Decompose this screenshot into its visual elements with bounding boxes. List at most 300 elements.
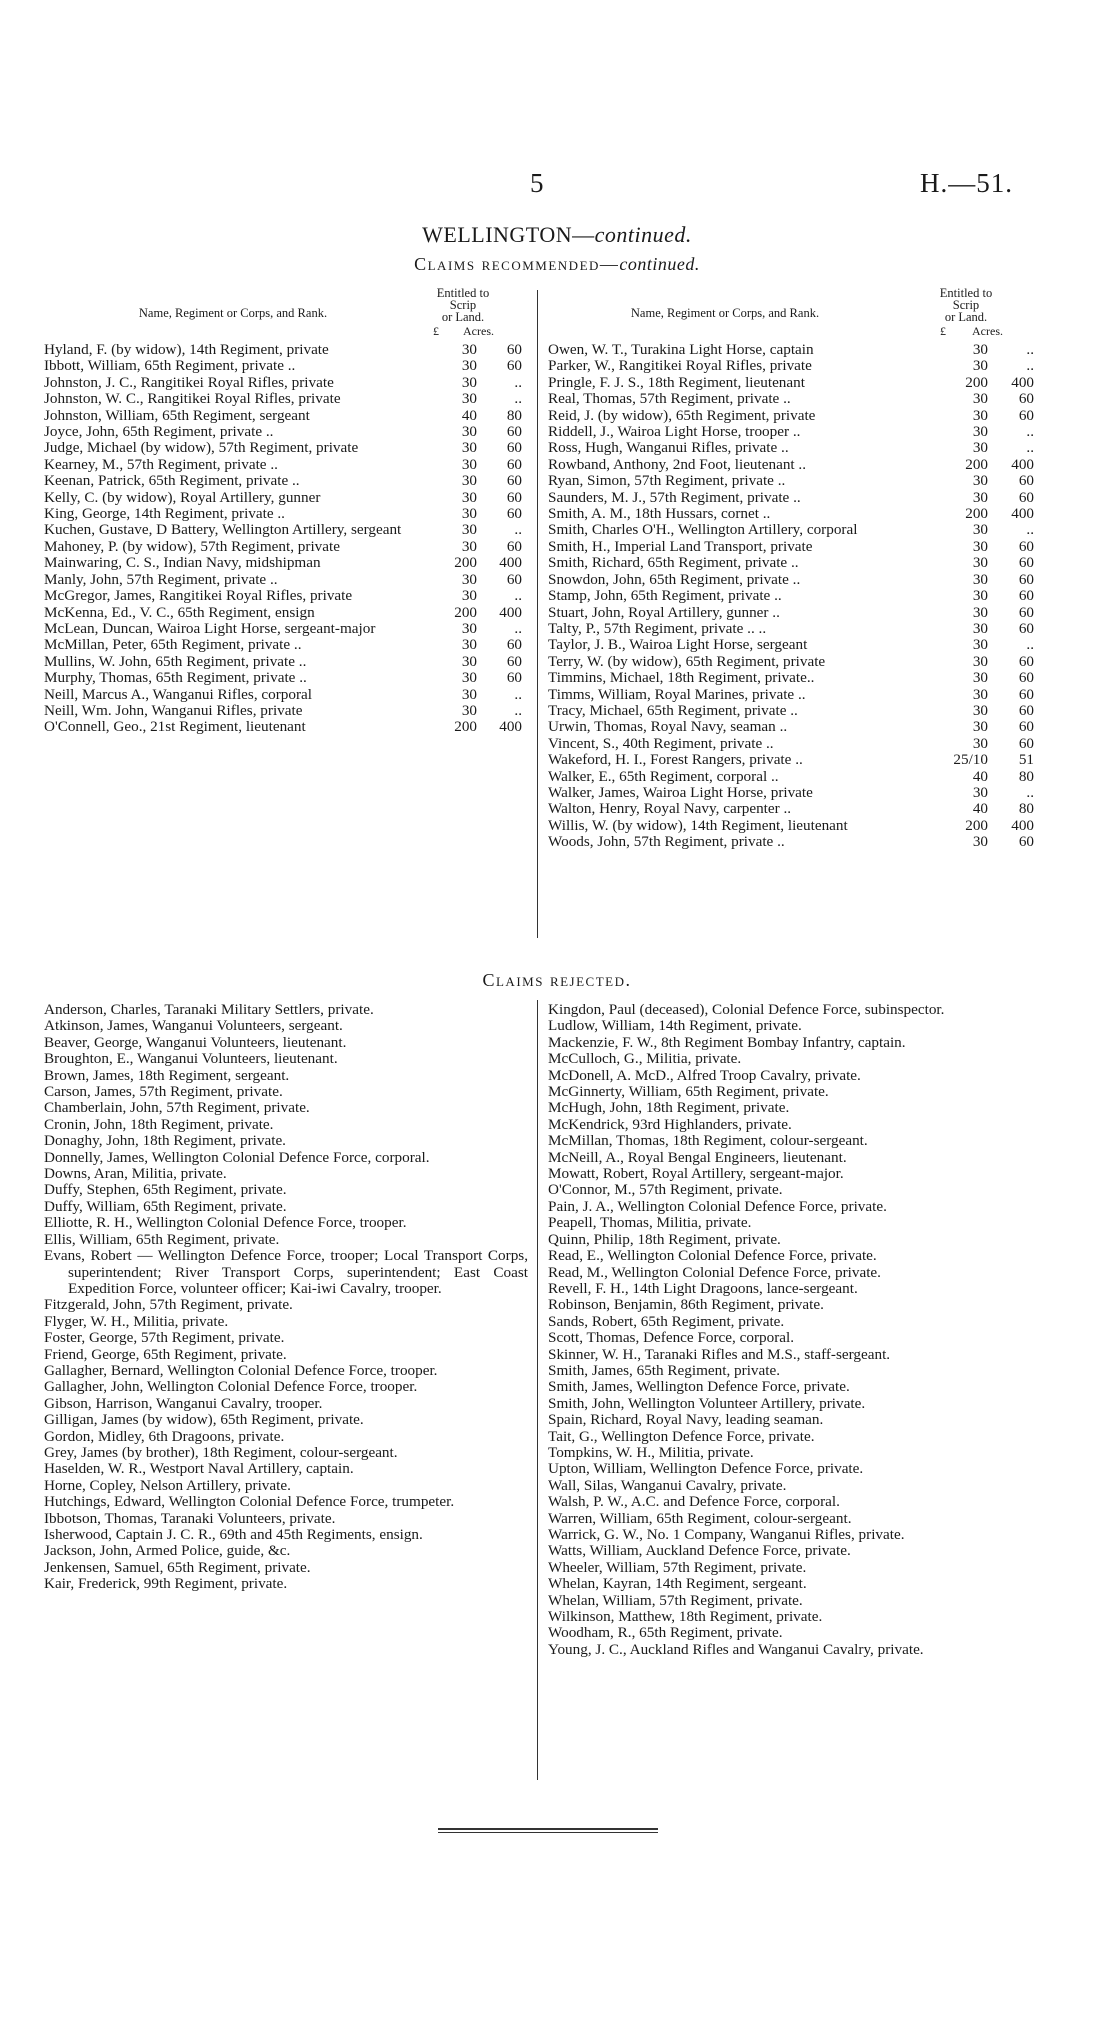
claim-scrip: 25/10	[953, 751, 988, 769]
rejected-claim-item: Tait, G., Wellington Defence Force, private.	[548, 1427, 815, 1445]
claim-acres: ..	[1026, 521, 1034, 539]
claim-name: Rowband, Anthony, 2nd Foot, lieutenant ..	[548, 455, 807, 473]
rejected-column-divider	[537, 1000, 538, 1780]
claim-name: Walker, James, Wairoa Light Horse, private	[548, 783, 813, 801]
claim-name: Timms, William, Royal Marines, private ..	[548, 685, 806, 703]
rejected-claim-item: Mackenzie, F. W., 8th Regiment Bombay Infantry, captain.	[548, 1033, 906, 1051]
claim-scrip: 30	[461, 455, 477, 473]
claim-name: Smith, Charles O'H., Wellington Artillery, corporal	[548, 521, 858, 539]
claim-acres: 60	[1018, 488, 1034, 506]
rejected-claim-item: Chamberlain, John, 57th Regiment, private.	[44, 1099, 310, 1117]
claim-row	[44, 539, 522, 555]
claim-scrip: 30	[461, 669, 477, 687]
rejected-claim-item: Friend, George, 65th Regiment, private.	[44, 1345, 287, 1363]
claim-acres: 400	[1011, 373, 1034, 391]
claim-acres: ..	[1026, 439, 1034, 457]
section-subtitle	[0, 254, 1114, 275]
left-entitled-header	[418, 287, 508, 323]
claim-name: Reid, J. (by widow), 65th Regiment, private	[548, 406, 816, 424]
claim-name: Terry, W. (by widow), 65th Regiment, private	[548, 652, 826, 670]
rejected-claims-left-column	[44, 1002, 528, 1593]
rejected-claim-item: Tompkins, W. H., Militia, private.	[548, 1443, 754, 1461]
rejected-claim-item: Scott, Thomas, Defence Force, corporal.	[548, 1329, 795, 1347]
claim-acres: 60	[1018, 406, 1034, 424]
claim-name: Walton, Henry, Royal Navy, carpenter ..	[548, 800, 792, 818]
claim-name: King, George, 14th Regiment, private ..	[44, 505, 285, 523]
claim-scrip: 30	[972, 652, 988, 670]
claim-acres: 60	[506, 652, 522, 670]
section-title-main: WELLINGTON—	[422, 222, 595, 247]
claim-row	[44, 654, 522, 670]
claim-row	[548, 670, 1034, 686]
claim-name: Parker, W., Rangitikei Royal Rifles, private	[548, 357, 812, 375]
rejected-claim-item: McGinnerty, William, 65th Regiment, private.	[548, 1083, 829, 1101]
claim-acres: 60	[1018, 472, 1034, 490]
claim-scrip: 30	[461, 341, 477, 358]
rejected-claim-item: McKendrick, 93rd Highlanders, private.	[548, 1115, 792, 1133]
rejected-claim-item: Donaghy, John, 18th Regiment, private.	[44, 1132, 286, 1150]
claim-scrip: 30	[461, 636, 477, 654]
claim-name: McLean, Duncan, Wairoa Light Horse, sergeant-major	[44, 619, 376, 637]
footer-rule-thin	[438, 1832, 658, 1833]
rejected-claim-item: McCulloch, G., Militia, private.	[548, 1050, 742, 1068]
claim-row	[548, 588, 1034, 604]
claim-row	[44, 457, 522, 473]
claim-name: Hyland, F. (by widow), 14th Regiment, private	[44, 341, 329, 358]
claim-acres: 400	[1011, 455, 1034, 473]
claim-acres: 60	[506, 341, 522, 358]
claim-acres: ..	[514, 619, 522, 637]
claim-scrip: 30	[461, 701, 477, 719]
claim-row	[44, 703, 522, 719]
rejected-claim-item: McHugh, John, 18th Regiment, private.	[548, 1099, 790, 1117]
rejected-claim-item: Warrick, G. W., No. 1 Company, Wanganui Rifles, private.	[548, 1526, 905, 1543]
claim-name: Timmins, Michael, 18th Regiment, private..	[548, 669, 815, 687]
claim-scrip: 30	[972, 734, 988, 752]
rejected-claim-item: Ludlow, William, 14th Regiment, private.	[548, 1017, 802, 1035]
claim-name: Saunders, M. J., 57th Regiment, private ..	[548, 488, 801, 506]
rejected-claim-item: Read, M., Wellington Colonial Defence Force, private.	[548, 1263, 881, 1281]
claim-acres: 60	[1018, 669, 1034, 687]
claim-name: McKenna, Ed., V. C., 65th Regiment, ensign	[44, 603, 315, 621]
rejected-claim-item: Kair, Frederick, 99th Regiment, private.	[44, 1575, 288, 1593]
claim-name: Smith, Richard, 65th Regiment, private ..	[548, 554, 799, 572]
claim-name: Ryan, Simon, 57th Regiment, private ..	[548, 472, 786, 490]
right-unit-scrip: £	[940, 324, 946, 338]
claim-row	[44, 621, 522, 637]
rejected-claim-item: Wheeler, William, 57th Regiment, private.	[548, 1558, 807, 1576]
claim-name: Johnston, William, 65th Regiment, sergeant	[44, 406, 310, 424]
claim-scrip: 30	[972, 472, 988, 490]
rejected-claim-item: Jenkensen, Samuel, 65th Regiment, private.	[44, 1558, 311, 1576]
claim-acres: 60	[1018, 537, 1034, 555]
claim-scrip: 30	[461, 505, 477, 523]
recommended-claims-left-column	[44, 342, 522, 736]
claim-name: Wakeford, H. I., Forest Rangers, private ..	[548, 751, 803, 769]
claim-row	[548, 769, 1034, 785]
claim-name: Smith, H., Imperial Land Transport, private	[548, 537, 813, 555]
claim-row	[548, 572, 1034, 588]
claim-scrip: 30	[461, 488, 477, 506]
claim-acres: 60	[506, 423, 522, 441]
claim-row	[548, 605, 1034, 621]
claim-acres: ..	[1026, 783, 1034, 801]
claim-row	[44, 588, 522, 604]
claim-row	[548, 473, 1034, 489]
claim-acres: 60	[1018, 390, 1034, 408]
rejected-claim-item: McMillan, Thomas, 18th Regiment, colour-sergeant.	[548, 1132, 868, 1150]
claim-row	[44, 522, 522, 538]
claim-scrip: 30	[461, 685, 477, 703]
rejected-claim-item: Foster, George, 57th Regiment, private.	[44, 1329, 285, 1347]
claim-name: Mainwaring, C. S., Indian Navy, midshipman	[44, 554, 321, 572]
claim-row	[548, 375, 1034, 391]
claim-scrip: 30	[972, 554, 988, 572]
claim-row	[44, 408, 522, 424]
claim-name: Walker, E., 65th Regiment, corporal ..	[548, 767, 779, 785]
claim-name: Smith, A. M., 18th Hussars, cornet ..	[548, 505, 771, 523]
claim-name: Pringle, F. J. S., 18th Regiment, lieutenant	[548, 373, 805, 391]
claim-scrip: 30	[972, 783, 988, 801]
claim-acres: ..	[514, 685, 522, 703]
rejected-claim-item: Fitzgerald, John, 57th Regiment, private.	[44, 1296, 293, 1314]
column-divider	[537, 290, 538, 938]
rejected-claim-item: Atkinson, James, Wanganui Volunteers, sergeant.	[44, 1017, 343, 1035]
rejected-claim-item: Pain, J. A., Wellington Colonial Defence Force, private.	[548, 1197, 887, 1215]
claim-acres: 60	[506, 505, 522, 523]
rejected-claim-item: Jackson, John, Armed Police, guide, &c.	[44, 1542, 291, 1560]
claim-acres: 60	[1018, 833, 1034, 851]
claim-row	[44, 687, 522, 703]
right-entitled-line1: Entitled to	[939, 286, 993, 300]
claim-acres: ..	[1026, 341, 1034, 358]
claim-scrip: 30	[972, 685, 988, 703]
claim-acres: ..	[514, 587, 522, 605]
claim-name: Judge, Michael (by widow), 57th Regiment, private	[44, 439, 359, 457]
rejected-claim-item: Ellis, William, 65th Regiment, private.	[44, 1230, 280, 1248]
claim-acres: ..	[1026, 357, 1034, 375]
claim-name: Snowdon, John, 65th Regiment, private ..	[548, 570, 801, 588]
claim-scrip: 30	[461, 652, 477, 670]
left-entitled-line3: or Land.	[441, 310, 485, 324]
rejected-claim-item: Smith, James, 65th Regiment, private.	[548, 1361, 781, 1379]
claim-row	[44, 424, 522, 440]
rejected-claim-item: Gordon, Midley, 6th Dragoons, private.	[44, 1427, 285, 1445]
claim-row	[548, 490, 1034, 506]
claim-acres: 60	[506, 488, 522, 506]
rejected-claim-item: Wall, Silas, Wanganui Cavalry, private.	[548, 1476, 787, 1494]
claim-scrip: 30	[461, 587, 477, 605]
section-subtitle-main: Claims recommended—	[414, 254, 620, 274]
claim-name: Kuchen, Gustave, D Battery, Wellington Artillery, sergeant	[44, 521, 402, 539]
section-subtitle-continued: continued.	[619, 254, 700, 274]
claim-scrip: 200	[965, 373, 988, 391]
rejected-claim-item: McNeill, A., Royal Bengal Engineers, lieutenant.	[548, 1148, 847, 1166]
rejected-claim-item: Wilkinson, Matthew, 18th Regiment, private.	[548, 1608, 823, 1626]
left-entitled-line2: Scrip	[449, 298, 477, 312]
claim-name: Neill, Marcus A., Wanganui Rifles, corporal	[44, 685, 313, 703]
claim-acres: 60	[1018, 603, 1034, 621]
claim-acres: 60	[506, 537, 522, 555]
rejected-claim-item: Evans, Robert — Wellington Defence Force, trooper; Local Transport Corps, superintendent; River Transport Corps, superintendent; East Coast Expedition Force, volunteer officer; Kai-iwi Cavalry, trooper.	[44, 1247, 528, 1297]
claim-name: Murphy, Thomas, 65th Regiment, private ..	[44, 669, 307, 687]
rejected-claim-item: Smith, John, Wellington Volunteer Artillery, private.	[548, 1394, 866, 1412]
claim-name: Willis, W. (by widow), 14th Regiment, lieutenant	[548, 816, 848, 834]
claim-acres: ..	[1026, 636, 1034, 654]
claim-row	[548, 440, 1034, 456]
claim-name: Joyce, John, 65th Regiment, private ..	[44, 423, 274, 441]
claim-scrip: 30	[972, 570, 988, 588]
claim-name: Owen, W. T., Turakina Light Horse, captain	[548, 341, 814, 358]
claim-scrip: 30	[972, 390, 988, 408]
claim-row	[548, 736, 1034, 752]
page-number: 5	[530, 168, 544, 198]
rejected-claim-item: Woodham, R., 65th Regiment, private.	[548, 1624, 783, 1642]
rejected-claim-item: Peapell, Thomas, Militia, private.	[548, 1214, 752, 1232]
claim-row	[548, 555, 1034, 571]
rejected-claim-item: Anderson, Charles, Taranaki Military Settlers, private.	[44, 1001, 374, 1018]
claim-scrip: 30	[972, 439, 988, 457]
rejected-claim-item: Haselden, W. R., Westport Naval Artillery, captain.	[44, 1460, 354, 1478]
claim-name: Keenan, Patrick, 65th Regiment, private ..	[44, 472, 300, 490]
rejected-claim-item: Hutchings, Edward, Wellington Colonial Defence Force, trumpeter.	[44, 1493, 455, 1511]
claim-name: Riddell, J., Wairoa Light Horse, trooper ..	[548, 423, 801, 441]
claim-scrip: 30	[461, 439, 477, 457]
claim-row	[44, 473, 522, 489]
claim-row	[44, 637, 522, 653]
claim-row	[548, 342, 1034, 358]
rejected-claim-item: Cronin, John, 18th Regiment, private.	[44, 1115, 274, 1133]
claim-scrip: 30	[461, 570, 477, 588]
claim-acres: 60	[1018, 718, 1034, 736]
left-name-column-header: Name, Regiment or Corps, and Rank.	[138, 306, 328, 320]
claim-scrip: 30	[461, 537, 477, 555]
claim-name: Manly, John, 57th Regiment, private ..	[44, 570, 278, 588]
claim-scrip: 200	[965, 816, 988, 834]
claim-row	[44, 342, 522, 358]
claim-acres: 60	[1018, 619, 1034, 637]
claim-name: Kelly, C. (by widow), Royal Artillery, gunner	[44, 488, 321, 506]
claim-acres: 51	[1018, 751, 1034, 769]
claim-scrip: 30	[972, 587, 988, 605]
claim-name: Stuart, John, Royal Artillery, gunner ..	[548, 603, 780, 621]
rejected-claims-right-column	[548, 1002, 1034, 1658]
claim-row	[44, 572, 522, 588]
claim-name: Vincent, S., 40th Regiment, private ..	[548, 734, 774, 752]
right-name-column-header: Name, Regiment or Corps, and Rank.	[630, 306, 820, 320]
claim-name: Stamp, John, 65th Regiment, private ..	[548, 587, 782, 605]
claim-acres: ..	[514, 390, 522, 408]
claim-row	[548, 719, 1034, 735]
claim-row	[548, 408, 1034, 424]
rejected-claim-item: Robinson, Benjamin, 86th Regiment, private.	[548, 1296, 824, 1314]
claim-scrip: 30	[461, 472, 477, 490]
rejected-claim-item: Gilligan, James (by widow), 65th Regiment, private.	[44, 1411, 364, 1429]
claim-acres: 60	[506, 472, 522, 490]
claim-row	[548, 703, 1034, 719]
claim-name: Woods, John, 57th Regiment, private ..	[548, 833, 785, 851]
rejected-claim-item: Upton, William, Wellington Defence Force, private.	[548, 1460, 864, 1478]
claim-name: McGregor, James, Rangitikei Royal Rifles, private	[44, 587, 353, 605]
claim-acres: 60	[1018, 734, 1034, 752]
claim-row	[548, 752, 1034, 768]
claim-row	[548, 818, 1034, 834]
claim-acres: 60	[1018, 652, 1034, 670]
rejected-claim-item: Smith, James, Wellington Defence Force, private.	[548, 1378, 850, 1396]
claim-row	[548, 391, 1034, 407]
claim-name: Ross, Hugh, Wanganui Rifles, private ..	[548, 439, 789, 457]
claim-acres: 60	[506, 439, 522, 457]
claim-acres: 60	[1018, 570, 1034, 588]
claim-acres: ..	[514, 373, 522, 391]
claim-row	[548, 687, 1034, 703]
claim-scrip: 30	[972, 341, 988, 358]
claim-name: Ibbott, William, 65th Regiment, private ..	[44, 357, 296, 375]
claim-scrip: 30	[972, 488, 988, 506]
claim-name: Urwin, Thomas, Royal Navy, seaman ..	[548, 718, 788, 736]
rejected-claim-item: Whelan, Kayran, 14th Regiment, sergeant.	[548, 1575, 807, 1593]
claim-acres: 80	[1018, 767, 1034, 785]
claim-scrip: 30	[461, 619, 477, 637]
claim-name: Johnston, J. C., Rangitikei Royal Rifles, private	[44, 373, 334, 391]
claim-scrip: 30	[972, 406, 988, 424]
claim-scrip: 30	[972, 423, 988, 441]
claim-row	[548, 785, 1034, 801]
claim-acres: 60	[1018, 554, 1034, 572]
claim-name: Tracy, Michael, 65th Regiment, private ..	[548, 701, 798, 719]
claim-acres: 60	[506, 357, 522, 375]
claim-name: McMillan, Peter, 65th Regiment, private ..	[44, 636, 302, 654]
claim-scrip: 30	[972, 833, 988, 851]
claim-row	[548, 637, 1034, 653]
claim-acres: 60	[1018, 685, 1034, 703]
claim-name: Real, Thomas, 57th Regiment, private ..	[548, 390, 791, 408]
claim-row	[548, 654, 1034, 670]
rejected-claims-title: Claims rejected.	[482, 970, 632, 990]
claim-row	[548, 621, 1034, 637]
claim-acres: 80	[506, 406, 522, 424]
recommended-claims-right-column	[548, 342, 1034, 851]
claim-acres: 60	[506, 455, 522, 473]
claim-row	[44, 375, 522, 391]
rejected-claim-item: Grey, James (by brother), 18th Regiment, colour-sergeant.	[44, 1443, 398, 1461]
rejected-claim-item: Revell, F. H., 14th Light Dragoons, lance-sergeant.	[548, 1279, 858, 1297]
rejected-claim-item: Donnelly, James, Wellington Colonial Defence Force, corporal.	[44, 1148, 430, 1166]
claim-row	[44, 440, 522, 456]
claim-scrip: 30	[972, 357, 988, 375]
claim-scrip: 200	[454, 554, 477, 572]
claim-acres: ..	[514, 521, 522, 539]
right-entitled-line2: Scrip	[952, 298, 980, 312]
claim-scrip: 200	[454, 603, 477, 621]
right-entitled-header	[916, 287, 1016, 323]
rejected-claim-item: Skinner, W. H., Taranaki Rifles and M.S., staff-sergeant.	[548, 1345, 891, 1363]
section-title-continued: continued.	[594, 222, 692, 247]
rejected-claim-item: Isherwood, Captain J. C. R., 69th and 45th Regiments, ensign.	[44, 1526, 423, 1543]
claim-name: Mullins, W. John, 65th Regiment, private ..	[44, 652, 307, 670]
rejected-claim-item: Young, J. C., Auckland Rifles and Wanganui Cavalry, private.	[548, 1640, 924, 1658]
rejected-claim-item: Quinn, Philip, 18th Regiment, private.	[548, 1230, 781, 1248]
claim-acres: 400	[499, 554, 522, 572]
right-entitled-line3: or Land.	[944, 310, 988, 324]
rejected-claim-item: Watts, William, Auckland Defence Force, private.	[548, 1542, 851, 1560]
rejected-claim-item: Whelan, William, 57th Regiment, private.	[548, 1591, 803, 1609]
rejected-claim-item: Spain, Richard, Royal Navy, leading seaman.	[548, 1411, 824, 1429]
rejected-claim-item: O'Connor, M., 57th Regiment, private.	[548, 1181, 783, 1199]
claim-scrip: 200	[454, 718, 477, 736]
rejected-claim-item: Gibson, Harrison, Wanganui Cavalry, trooper.	[44, 1394, 323, 1412]
claim-acres: 60	[1018, 587, 1034, 605]
claim-name: Mahoney, P. (by widow), 57th Regiment, private	[44, 537, 340, 555]
rejected-claim-item: Downs, Aran, Militia, private.	[44, 1165, 227, 1183]
claim-scrip: 30	[972, 701, 988, 719]
claim-row	[44, 719, 522, 735]
claim-scrip: 30	[461, 390, 477, 408]
footer-rule	[438, 1828, 658, 1830]
claim-row	[548, 506, 1034, 522]
claim-row	[548, 801, 1034, 817]
claim-row	[548, 522, 1034, 538]
section-title	[0, 222, 1114, 248]
claim-acres: 60	[506, 636, 522, 654]
claim-row	[548, 358, 1034, 374]
claim-row	[548, 424, 1034, 440]
claim-scrip: 200	[965, 505, 988, 523]
claim-scrip: 30	[972, 619, 988, 637]
claim-acres: 60	[506, 669, 522, 687]
rejected-claim-item: Kingdon, Paul (deceased), Colonial Defence Force, subinspector.	[548, 1001, 945, 1018]
rejected-claim-item: Ibbotson, Thomas, Taranaki Volunteers, private.	[44, 1509, 336, 1527]
claim-name: Neill, Wm. John, Wanganui Rifles, private	[44, 701, 303, 719]
rejected-claim-item: Beaver, George, Wanganui Volunteers, lieutenant.	[44, 1033, 347, 1051]
claim-acres: 400	[499, 718, 522, 736]
claim-row	[44, 605, 522, 621]
claim-scrip: 30	[972, 521, 988, 539]
left-unit-scrip: £	[433, 324, 439, 338]
claim-scrip: 30	[972, 636, 988, 654]
rejected-claim-item: Flyger, W. H., Militia, private.	[44, 1312, 229, 1330]
claim-scrip: 40	[972, 767, 988, 785]
rejected-claim-item: Walsh, P. W., A.C. and Defence Force, corporal.	[548, 1493, 840, 1511]
claim-acres: 400	[1011, 505, 1034, 523]
left-unit-acres: Acres.	[463, 324, 494, 338]
claim-scrip: 30	[461, 423, 477, 441]
claim-scrip: 30	[972, 669, 988, 687]
claim-row	[44, 391, 522, 407]
rejected-claim-item: McDonell, A. McD., Alfred Troop Cavalry, private.	[548, 1066, 861, 1084]
rejected-claim-item: Brown, James, 18th Regiment, sergeant.	[44, 1066, 290, 1084]
claim-scrip: 30	[461, 373, 477, 391]
claim-scrip: 40	[972, 800, 988, 818]
rejected-claim-item: Duffy, Stephen, 65th Regiment, private.	[44, 1181, 287, 1199]
claim-row	[548, 834, 1034, 850]
claim-row	[44, 506, 522, 522]
rejected-claim-item: Gallagher, John, Wellington Colonial Defence Force, trooper.	[44, 1378, 418, 1396]
claim-acres: ..	[514, 701, 522, 719]
right-unit-acres: Acres.	[972, 324, 1003, 338]
claim-acres: 60	[506, 570, 522, 588]
rejected-claim-item: Warren, William, 65th Regiment, colour-sergeant.	[548, 1509, 852, 1527]
rejected-claim-item: Read, E., Wellington Colonial Defence Force, private.	[548, 1247, 877, 1265]
claim-scrip: 30	[461, 357, 477, 375]
claim-name: Kearney, M., 57th Regiment, private ..	[44, 455, 278, 473]
claim-scrip: 30	[972, 718, 988, 736]
left-entitled-line1: Entitled to	[436, 286, 490, 300]
rejected-claim-item: Horne, Copley, Nelson Artillery, private.	[44, 1476, 291, 1494]
claim-acres: 60	[1018, 701, 1034, 719]
claim-row	[44, 670, 522, 686]
claim-row	[44, 555, 522, 571]
